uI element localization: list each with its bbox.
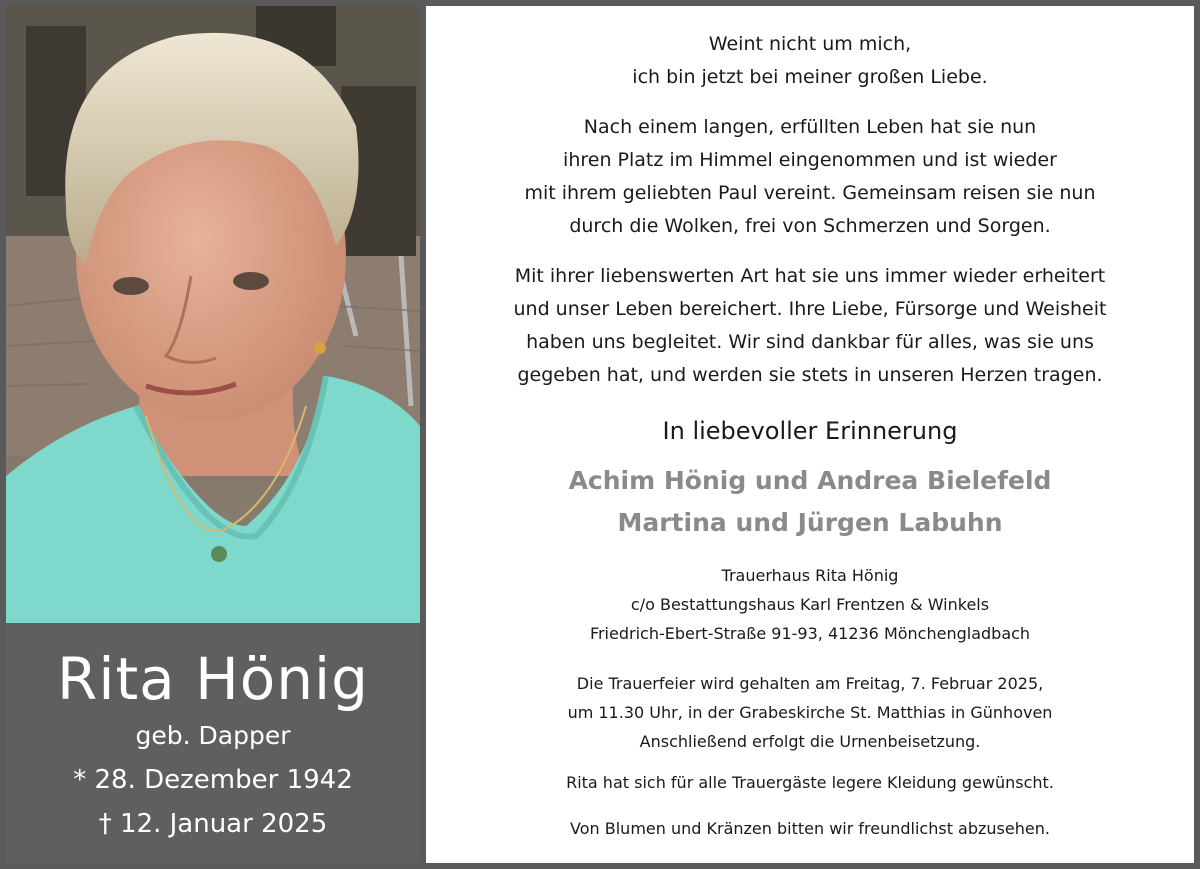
dress-note: Rita hat sich für alle Trauergäste legere Kleidung gewünscht. [566, 773, 1054, 792]
flowers-note: Von Blumen und Kränzen bitten wir freundlichst abzusehen. [570, 819, 1050, 838]
paragraph-line: mit ihrem geliebten Paul vereint. Gemeinsam reisen sie nun [524, 182, 1096, 204]
paragraph-gratitude [426, 260, 1194, 392]
family-line: Martina und Jürgen Labuhn [617, 508, 1003, 537]
memory-heading: In liebevoller Erinnerung [662, 417, 958, 445]
portrait-photo [6, 6, 420, 623]
ceremony-details [426, 669, 1194, 756]
mourning-address [426, 561, 1194, 648]
text-panel [426, 6, 1194, 863]
paragraph-life [426, 111, 1194, 243]
paragraph-line: Mit ihrer liebenswerten Art hat sie uns immer wieder erheitert [514, 265, 1106, 287]
paragraph-line: Nach einem langen, erfüllten Leben hat sie nun [583, 116, 1037, 138]
left-panel [6, 6, 420, 863]
verse-line: Weint nicht um mich, [708, 33, 912, 55]
address-line: Trauerhaus Rita Hönig [721, 566, 899, 585]
name-panel [6, 623, 420, 863]
ceremony-line: Anschließend erfolgt die Urnenbeisetzung. [639, 732, 981, 751]
ceremony-line: um 11.30 Uhr, in der Grabeskirche St. Matthias in Günhoven [567, 703, 1053, 722]
paragraph-line: gegeben hat, und werden sie stets in unseren Herzen tragen. [517, 364, 1103, 386]
paragraph-line: haben uns begleitet. Wir sind dankbar für alles, was sie uns [526, 331, 1094, 353]
opening-verse [426, 28, 1194, 94]
address-line: c/o Bestattungshaus Karl Frentzen & Winkels [630, 595, 990, 614]
paragraph-line: ihren Platz im Himmel eingenommen und ist wieder [563, 149, 1057, 171]
paragraph-line: durch die Wolken, frei von Schmerzen und Sorgen. [569, 215, 1051, 237]
deceased-name: Rita Hönig [57, 645, 369, 713]
paragraph-line: und unser Leben bereichert. Ihre Liebe, Fürsorge und Weisheit [513, 298, 1107, 320]
birth-date: * 28. Dezember 1942 [73, 765, 353, 795]
maiden-name: geb. Dapper [135, 721, 291, 750]
death-date: † 12. Januar 2025 [98, 809, 328, 839]
verse-line: ich bin jetzt bei meiner großen Liebe. [632, 66, 988, 88]
address-line: Friedrich-Ebert-Straße 91-93, 41236 Mönchengladbach [589, 624, 1031, 643]
ceremony-line: Die Trauerfeier wird gehalten am Freitag, 7. Februar 2025, [576, 674, 1044, 693]
family-line: Achim Hönig und Andrea Bielefeld [568, 466, 1052, 495]
family-names [426, 460, 1194, 544]
